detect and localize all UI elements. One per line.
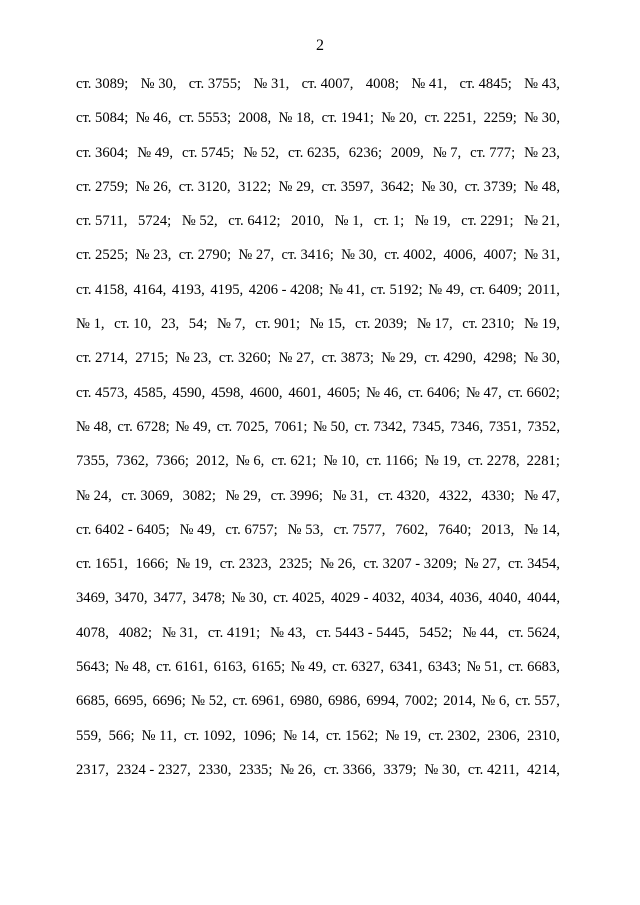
text-line: 4078, 4082; № 31, ст. 4191; № 43, ст. 5443 - 5445, 5452; № 44, ст. 5624, (76, 624, 560, 641)
text-line: № 1, ст. 10, 23, 54; № 7, ст. 901; № 15, ст. 2039; № 17, ст. 2310; № 19, (76, 316, 560, 333)
text-line: ст. 1651, 1666; № 19, ст. 2323, 2325; № 26, ст. 3207 - 3209; № 27, ст. 3454, (76, 556, 560, 573)
text-line: ст. 4158, 4164, 4193, 4195, 4206 - 4208; № 41, ст. 5192; № 49, ст. 6409; 2011, (76, 281, 560, 298)
text-line: 3469, 3470, 3477, 3478; № 30, ст. 4025, 4029 - 4032, 4034, 4036, 4040, 4044, (76, 590, 560, 607)
text-line: 5643; № 48, ст. 6161, 6163, 6165; № 49, ст. 6327, 6341, 6343; № 51, ст. 6683, (76, 659, 560, 676)
text-line: 7355, 7362, 7366; 2012, № 6, ст. 621; № 10, ст. 1166; № 19, ст. 2278, 2281; (76, 453, 560, 470)
text-line: ст. 4573, 4585, 4590, 4598, 4600, 4601, 4605; № 46, ст. 6406; № 47, ст. 6602; (76, 384, 560, 401)
text-line: ст. 2525; № 23, ст. 2790; № 27, ст. 3416; № 30, ст. 4002, 4006, 4007; № 31, (76, 247, 560, 264)
text-line: № 24, ст. 3069, 3082; № 29, ст. 3996; № 31, ст. 4320, 4322, 4330; № 47, (76, 487, 560, 504)
text-line: ст. 3604; № 49, ст. 5745; № 52, ст. 6235, 6236; 2009, № 7, ст. 777; № 23, (76, 144, 560, 161)
text-line: ст. 5711, 5724; № 52, ст. 6412; 2010, № 1, ст. 1; № 19, ст. 2291; № 21, (76, 213, 560, 230)
page-number: 2 (316, 37, 324, 54)
text-line: ст. 5084; № 46, ст. 5553; 2008, № 18, ст. 1941; № 20, ст. 2251, 2259; № 30, (76, 110, 560, 127)
text-line: ст. 2714, 2715; № 23, ст. 3260; № 27, ст. 3873; № 29, ст. 4290, 4298; № 30, (76, 350, 560, 367)
text-line: ст. 6402 - 6405; № 49, ст. 6757; № 53, ст. 7577, 7602, 7640; 2013, № 14, (76, 521, 560, 538)
text-line: № 48, ст. 6728; № 49, ст. 7025, 7061; № 50, ст. 7342, 7345, 7346, 7351, 7352, (76, 418, 560, 435)
text-line: 559, 566; № 11, ст. 1092, 1096; № 14, ст. 1562; № 19, ст. 2302, 2306, 2310, (76, 727, 560, 744)
text-line: 2317, 2324 - 2327, 2330, 2335; № 26, ст. 3366, 3379; № 30, ст. 4211, 4214, (76, 761, 560, 778)
text-line: ст. 2759; № 26, ст. 3120, 3122; № 29, ст. 3597, 3642; № 30, ст. 3739; № 48, (76, 178, 560, 195)
text-line: 6685, 6695, 6696; № 52, ст. 6961, 6980, 6986, 6994, 7002; 2014, № 6, ст. 557, (76, 693, 560, 710)
text-line: ст. 3089; № 30, ст. 3755; № 31, ст. 4007, 4008; № 41, ст. 4845; № 43, (76, 76, 560, 92)
document-body (76, 74, 560, 794)
